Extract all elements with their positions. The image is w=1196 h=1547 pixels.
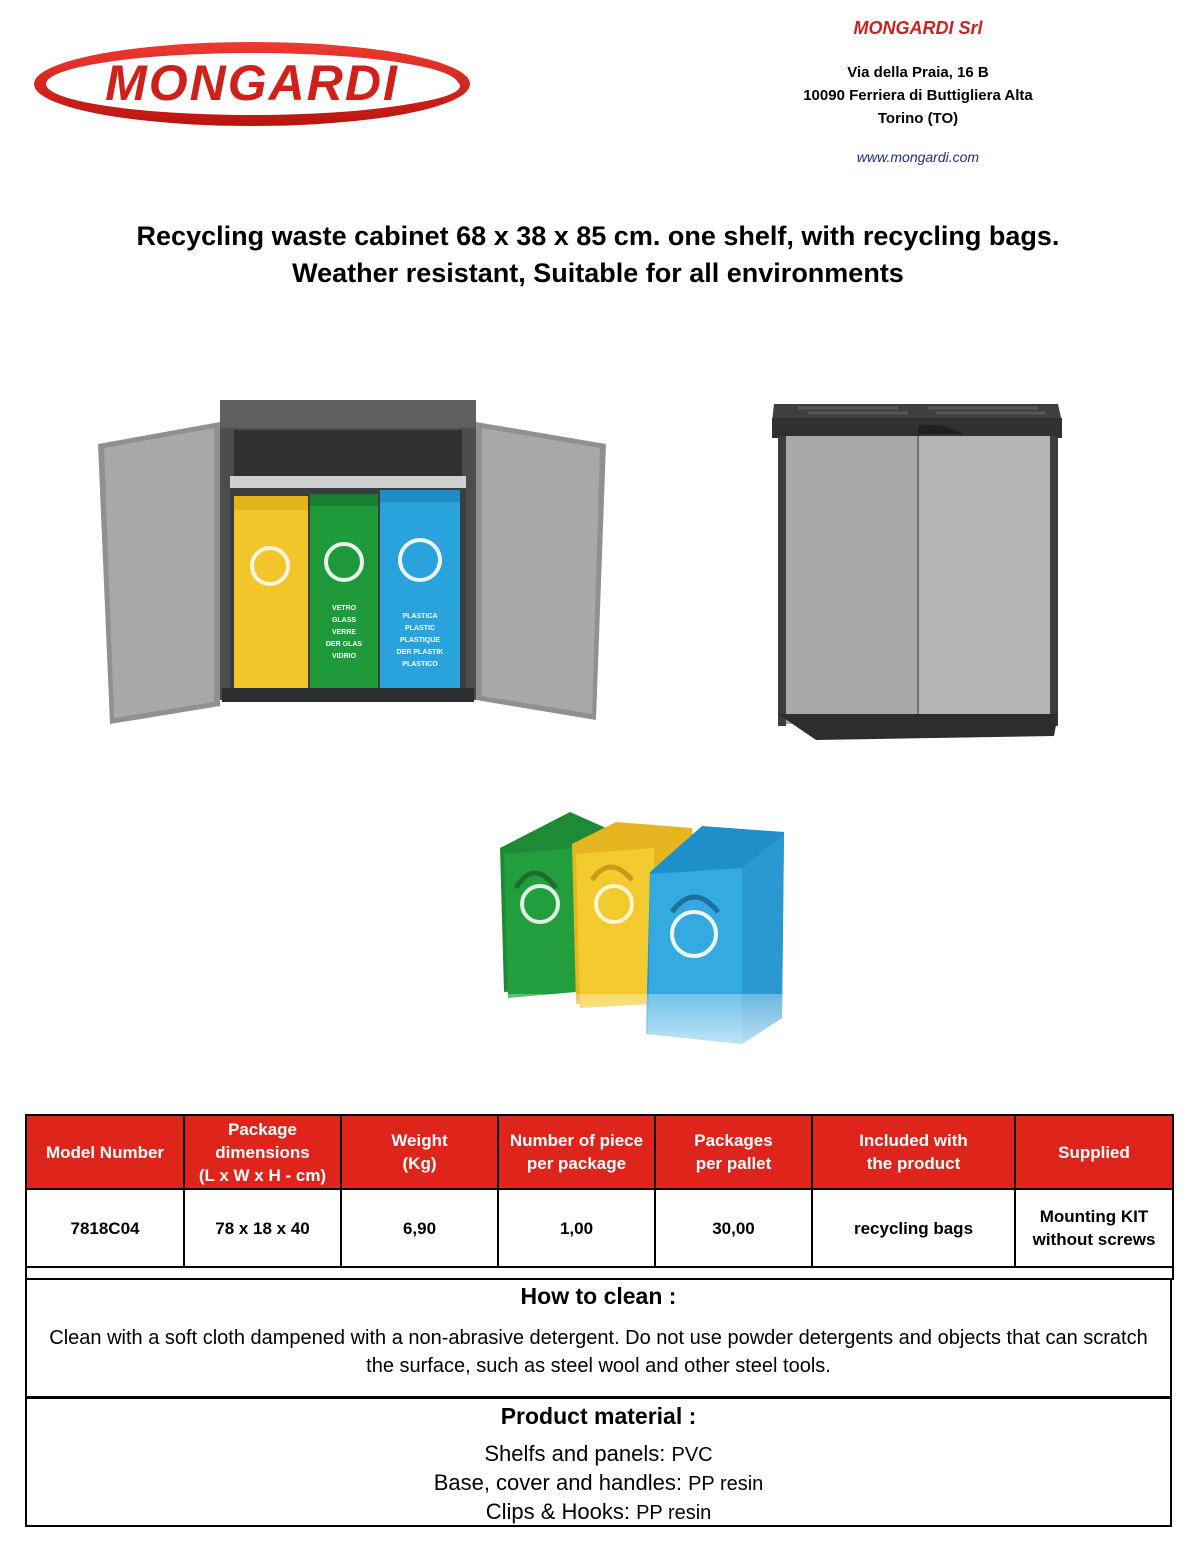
address-city: 10090 Ferriera di Buttigliera Alta (803, 87, 1033, 104)
header-package-dimensions: Package dimensions (L x W x H - cm) (184, 1115, 341, 1189)
cell-packages-per-pallet: 30,00 (655, 1189, 812, 1267)
material-value: PVC (671, 1444, 713, 1466)
svg-text:PLASTICO: PLASTICO (402, 661, 438, 668)
svg-text:MONGARDI: MONGARDI (105, 55, 399, 111)
material-item (27, 1469, 1170, 1498)
cell-included: recycling bags (812, 1189, 1015, 1267)
svg-text:PLASTIQUE: PLASTIQUE (399, 637, 441, 644)
cell-supplied: Mounting KIT without screws (1015, 1189, 1173, 1267)
cleaning-heading: How to clean : (520, 1283, 677, 1309)
cell-package-dimensions: 78 x 18 x 40 (184, 1189, 341, 1267)
spec-header-row (26, 1115, 1173, 1189)
material-label: Shelfs and panels: (484, 1441, 672, 1466)
cell-weight: 6,90 (341, 1189, 498, 1267)
address-street: Via della Praia, 16 B (847, 64, 989, 81)
material-value: PP resin (688, 1473, 764, 1495)
cleaning-section (25, 1278, 1172, 1398)
material-item (27, 1498, 1170, 1527)
header-model-number: Model Number (26, 1115, 184, 1189)
header-pieces-per-package: Number of piece per package (498, 1115, 655, 1189)
address-province: Torino (TO) (877, 110, 959, 127)
material-value: PP resin (636, 1502, 712, 1524)
material-heading: Product material : (500, 1403, 697, 1429)
spec-table (25, 1114, 1174, 1280)
svg-text:DER PLASTIK: DER PLASTIK (396, 649, 444, 656)
svg-text:VERRE: VERRE (331, 629, 357, 636)
svg-text:GLASS: GLASS (331, 617, 357, 624)
svg-text:VETRO: VETRO (331, 605, 357, 612)
material-section (25, 1397, 1172, 1527)
cabinet-closed-image (768, 396, 1066, 740)
header-included: Included with the product (812, 1115, 1015, 1189)
recycling-bags-image (496, 808, 788, 1084)
header-weight: Weight (Kg) (341, 1115, 498, 1189)
mongardi-logo (30, 38, 475, 130)
svg-text:PLASTICA: PLASTICA (402, 613, 438, 620)
material-item (27, 1440, 1170, 1469)
company-name: MONGARDI Srl (853, 18, 983, 38)
product-title-line2: Weather resistant, Suitable for all environments (292, 258, 904, 288)
material-label: Clips & Hooks: (485, 1499, 637, 1524)
cabinet-open-image (98, 396, 608, 726)
cell-pieces-per-package: 1,00 (498, 1189, 655, 1267)
header-supplied: Supplied (1015, 1115, 1173, 1189)
cleaning-text: Clean with a soft cloth dampened with a non-abrasive detergent. Do not use powder detergents and objects that can scratch the surface, such as steel wool and other steel tools. (49, 1327, 1148, 1377)
svg-text:DER GLAS: DER GLAS (325, 641, 363, 648)
cell-model-number: 7818C04 (26, 1189, 184, 1267)
material-label: Base, cover and handles: (433, 1470, 689, 1495)
spec-data-row (26, 1189, 1173, 1267)
header-packages-per-pallet: Packages per pallet (655, 1115, 812, 1189)
product-title-line1: Recycling waste cabinet 68 x 38 x 85 cm. one shelf, with recycling bags. (136, 221, 1060, 251)
website-link[interactable]: www.mongardi.com (856, 149, 980, 165)
svg-text:VIDRIO: VIDRIO (331, 653, 357, 660)
svg-text:PLASTIC: PLASTIC (405, 625, 435, 632)
